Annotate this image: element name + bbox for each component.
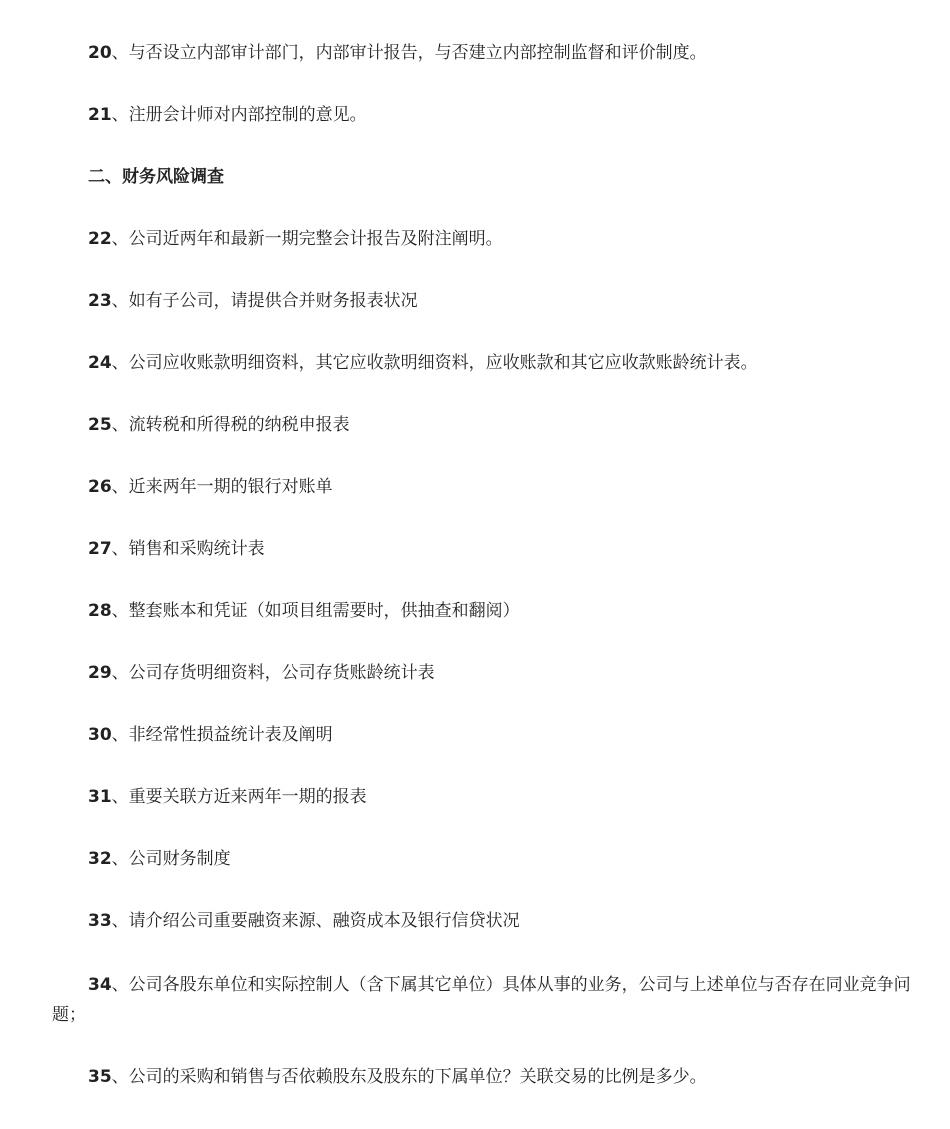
list-item <box>88 658 435 688</box>
list-item <box>88 844 231 874</box>
list-item <box>88 782 367 812</box>
item-text: 、公司的采购和销售与否依赖股东及股东的下属单位？关联交易的比例是多少。 <box>111 1067 707 1087</box>
item-text: 、销售和采购统计表 <box>111 539 265 559</box>
item-text: 、请介绍公司重要融资来源、融资成本及银行信贷状况 <box>111 911 520 931</box>
item-text: 、公司存货明细资料，公司存货账龄统计表 <box>111 663 435 683</box>
item-number: 23 <box>88 291 112 311</box>
item-number: 28 <box>88 601 112 621</box>
list-item <box>88 534 265 564</box>
list-item <box>88 1062 707 1092</box>
list-item <box>52 970 912 1030</box>
item-text: 、公司各股东单位和实际控制人（含下属其它单位）具体从事的业务，公司与上述单位与否存在同业竞争问题； <box>52 975 911 1025</box>
list-item <box>88 224 503 254</box>
item-number: 21 <box>88 105 112 125</box>
item-number: 24 <box>88 353 112 373</box>
item-number: 27 <box>88 539 112 559</box>
item-text: 、与否设立内部审计部门，内部审计报告，与否建立内部控制监督和评价制度。 <box>111 43 707 63</box>
item-text: 、公司财务制度 <box>111 849 231 869</box>
item-number: 22 <box>88 229 112 249</box>
item-text: 、如有子公司，请提供合并财务报表状况 <box>111 291 418 311</box>
item-number: 34 <box>88 975 112 995</box>
item-text: 、重要关联方近来两年一期的报表 <box>111 787 367 807</box>
item-text: 、整套账本和凭证（如项目组需要时，供抽查和翻阅） <box>111 601 520 621</box>
item-text: 、流转税和所得税的纳税申报表 <box>111 415 350 435</box>
item-number: 26 <box>88 477 112 497</box>
item-number: 31 <box>88 787 112 807</box>
item-text: 、非经常性损益统计表及阐明 <box>111 725 333 745</box>
list-item <box>88 410 350 440</box>
item-text: 、注册会计师对内部控制的意见。 <box>111 105 367 125</box>
item-number: 33 <box>88 911 112 931</box>
item-number: 32 <box>88 849 112 869</box>
list-item <box>88 596 520 626</box>
item-text: 、近来两年一期的银行对账单 <box>111 477 333 497</box>
item-text: 、公司近两年和最新一期完整会计报告及附注阐明。 <box>111 229 503 249</box>
section-heading: 二、财务风险调查 <box>88 167 224 187</box>
list-item <box>88 906 520 936</box>
item-number: 29 <box>88 663 112 683</box>
item-number: 25 <box>88 415 112 435</box>
item-number: 30 <box>88 725 112 745</box>
item-text: 、公司应收账款明细资料，其它应收款明细资料，应收账款和其它应收款账龄统计表。 <box>111 353 758 373</box>
item-number: 20 <box>88 43 112 63</box>
list-item <box>88 720 333 750</box>
list-item <box>88 100 367 130</box>
item-number: 35 <box>88 1067 112 1087</box>
list-item <box>88 38 707 68</box>
list-item <box>88 472 333 502</box>
list-item <box>88 348 758 378</box>
list-item <box>88 286 418 316</box>
